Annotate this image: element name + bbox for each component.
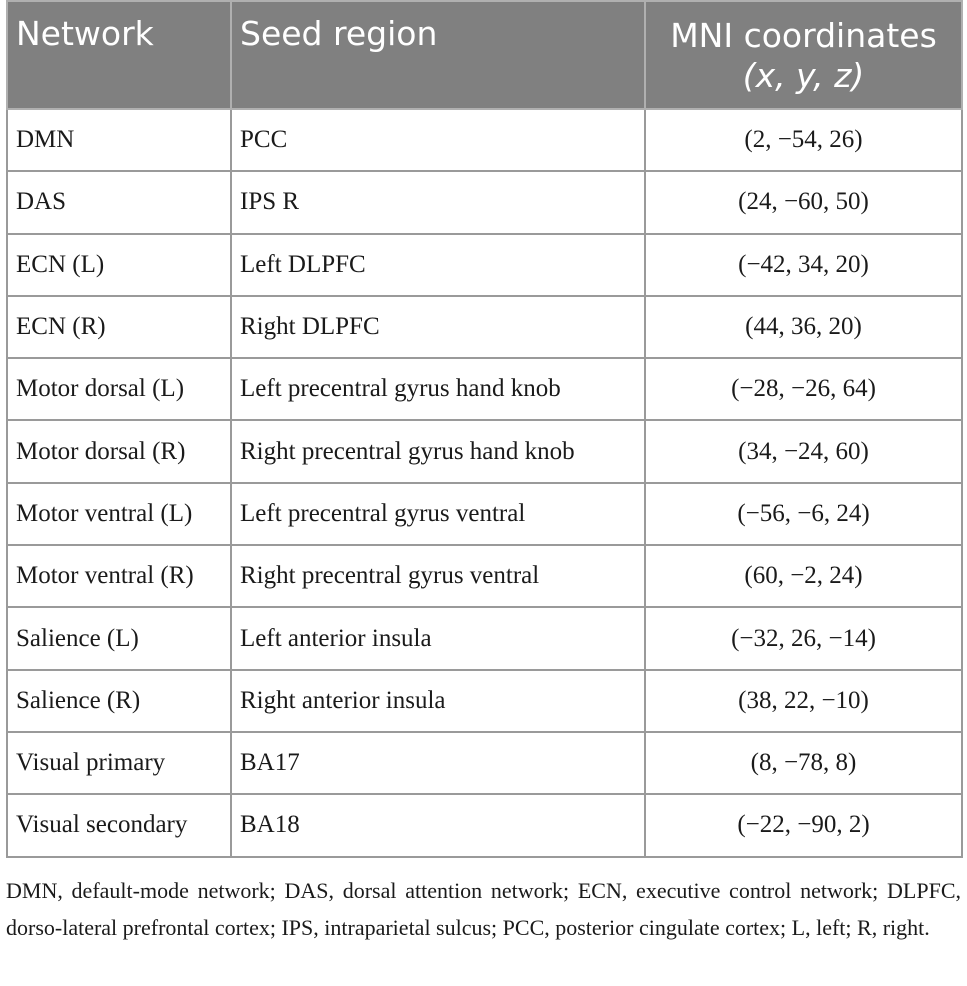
cell-seed-region: Right precentral gyrus ventral (231, 545, 645, 607)
header-seed-region: Seed region (231, 1, 645, 109)
table-row (7, 483, 962, 545)
cell-network: DMN (7, 109, 231, 171)
cell-network: Motor dorsal (L) (7, 358, 231, 420)
cell-seed-region: IPS R (231, 171, 645, 233)
cell-network: DAS (7, 171, 231, 233)
cell-seed-region: BA17 (231, 732, 645, 794)
cell-mni-coordinates: (−32, 26, −14) (645, 607, 962, 669)
cell-network: ECN (L) (7, 234, 231, 296)
cell-seed-region: BA18 (231, 794, 645, 856)
seed-regions-table (6, 0, 963, 858)
table-header-row (7, 1, 962, 109)
cell-mni-coordinates: (−22, −90, 2) (645, 794, 962, 856)
cell-mni-coordinates: (−28, −26, 64) (645, 358, 962, 420)
table-row (7, 732, 962, 794)
cell-mni-coordinates: (60, −2, 24) (645, 545, 962, 607)
cell-mni-coordinates: (24, −60, 50) (645, 171, 962, 233)
table-row (7, 234, 962, 296)
cell-network: ECN (R) (7, 296, 231, 358)
cell-seed-region: Right DLPFC (231, 296, 645, 358)
cell-seed-region: Left precentral gyrus hand knob (231, 358, 645, 420)
table-row (7, 420, 962, 482)
header-mni-line2: (x, y, z) (742, 56, 865, 95)
table-row (7, 296, 962, 358)
cell-network: Motor ventral (L) (7, 483, 231, 545)
seed-table-container (6, 0, 961, 858)
cell-mni-coordinates: (38, 22, −10) (645, 670, 962, 732)
cell-seed-region: Left anterior insula (231, 607, 645, 669)
cell-seed-region: Right anterior insula (231, 670, 645, 732)
cell-seed-region: Right precentral gyrus hand knob (231, 420, 645, 482)
table-row (7, 109, 962, 171)
header-mni-line1: MNI coordinates (670, 16, 937, 55)
header-network: Network (7, 1, 231, 109)
cell-seed-region: Left precentral gyrus ventral (231, 483, 645, 545)
cell-network: Visual primary (7, 732, 231, 794)
cell-seed-region: PCC (231, 109, 645, 171)
cell-mni-coordinates: (−42, 34, 20) (645, 234, 962, 296)
cell-network: Salience (R) (7, 670, 231, 732)
table-row (7, 794, 962, 856)
table-row (7, 545, 962, 607)
cell-network: Visual secondary (7, 794, 231, 856)
cell-network: Salience (L) (7, 607, 231, 669)
cell-mni-coordinates: (44, 36, 20) (645, 296, 962, 358)
table-row (7, 358, 962, 420)
cell-network: Motor dorsal (R) (7, 420, 231, 482)
cell-mni-coordinates: (−56, −6, 24) (645, 483, 962, 545)
cell-mni-coordinates: (34, −24, 60) (645, 420, 962, 482)
cell-mni-coordinates: (2, −54, 26) (645, 109, 962, 171)
table-row (7, 607, 962, 669)
cell-mni-coordinates: (8, −78, 8) (645, 732, 962, 794)
cell-network: Motor ventral (R) (7, 545, 231, 607)
table-row (7, 171, 962, 233)
header-mni-coordinates (645, 1, 962, 109)
table-row (7, 670, 962, 732)
cell-seed-region: Left DLPFC (231, 234, 645, 296)
table-footnote: DMN, default-mode network; DAS, dorsal attention network; ECN, executive control network; DLPFC, dorso-lateral prefrontal cortex; IPS, intraparietal sulcus; PCC, posterior cingulate cortex; L, left; R, right. (6, 878, 961, 940)
